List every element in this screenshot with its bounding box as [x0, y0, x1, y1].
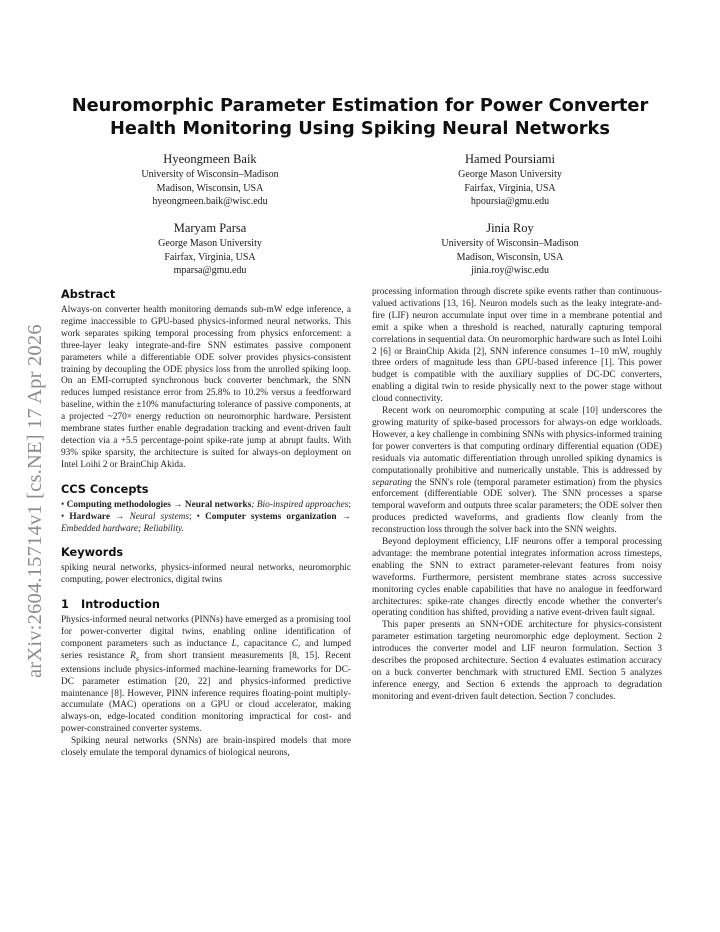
author-email: mparsa@gmu.edu	[173, 265, 247, 277]
abstract-text: Always-on converter health monitoring demands sub-mW edge inference, a regime inaccessible to GPU-based physics-informed neural networks. This work separates spiking temporal processing from physics enforcement: a three-layer leaky integrate-and-fire SNN estimates passive component parameters while a differentiable ODE solver provides physics-consistent training by decoupling the ODE physics loss from the unrolled spiking loop. On an EMI-corrupted synchronous buck converter benchmark, the SNN reduces lumped resistance error from 25.8% to 10.2% versus a feedforward baseline, within the ±10% manufacturing tolerance of passive components, at a projected ~270× energy reduction on neuromorphic hardware. Persistent membrane states further enable degradation tracking and event-driven fault detection via a +5.5 percentage-point spike-rate jump at abrupt faults. With 93% spike sparsity, the architecture is suited for always-on deployment on Intel Loihi 2 or BrainChip Akida.	[61, 305, 351, 470]
ccs-heading: CCS Concepts	[61, 482, 149, 496]
author-block	[60, 151, 360, 209]
author-affiliation: George Mason University	[458, 169, 562, 180]
author-name: Hamed Poursiami	[465, 152, 555, 166]
arxiv-id-text: arXiv:2604.15714v1 [cs.NE] 17 Apr 2026	[24, 324, 46, 678]
author-affiliation: University of Wisconsin–Madison	[441, 238, 579, 249]
author-block	[360, 151, 660, 209]
author-location: Fairfax, Virginia, USA	[464, 182, 556, 194]
author-name: Jinia Roy	[486, 221, 534, 235]
author-email: hyeongmeen.baik@wisc.edu	[152, 196, 268, 208]
left-column	[61, 287, 351, 760]
ccs-concepts: • Computing methodologies → Neural networks; Bio-inspired approaches; • Hardware → Neural systems; • Computer systems organization → Embedded hardware; Reliability.	[61, 499, 351, 534]
author-name: Maryam Parsa	[173, 221, 247, 235]
intro-paragraph-3: Recent work on neuromorphic computing at scale [10] underscores the growing maturity of spike-based processors for always-on edge workloads. However, a key challenge in combining SNNs with physics-informed training for power converters is that computing ordinary differential equation (ODE) residuals via automatic differentiation through unrolled spiking dynamics is computationally prohibitive and numerically unstable. This is addressed by separating the SNN's role (temporal parameter estimation) from the physics enforcement (differentiable ODE solver). The SNN processes a sparse temporal waveform and outputs three scalar parameters; the ODE solver then produces predicted waveforms, and gradients flow cleanly from the reconstruction loss through the solver back into the SNN weights.	[372, 406, 662, 536]
author-email: hpoursia@gmu.edu	[470, 196, 550, 208]
intro-paragraph-2: Spiking neural networks (SNNs) are brain-inspired models that more closely emulate the temporal dynamics of biological neurons,	[61, 736, 351, 759]
keywords-text: spiking neural networks, physics-informed neural networks, neuromorphic computing, power electronics, digital twins	[61, 563, 351, 586]
intro-paragraph-4: Beyond deployment efficiency, LIF neurons offer a temporal processing advantage: the membrane potential integrates information across timesteps, enabling the SNN to extract parameter-relevant features from noisy waveforms. Furthermore, persistent membrane states across successive monitoring cycles enable capabilities that have no analogue in feedforward architectures: spike-rate changes directly encode whether the converter's operating condition has shifted, providing a native event-driven fault signal.	[372, 537, 662, 619]
intro-paragraph-5: This paper presents an SNN+ODE architecture for physics-consistent parameter estimation targeting neuromorphic edge deployment. Section 2 introduces the converter model and LIF neuron formulation. Section 3 describes the proposed architecture. Section 4 evaluates estimation accuracy on a buck converter benchmark with structured EMI. Section 5 analyzes inference energy, and Section 6 extends the approach to degradation monitoring and event-driven fault detection. Section 7 concludes.	[372, 620, 662, 702]
intro-paragraph-1: Physics-informed neural networks (PINNs) have emerged as a promising tool for power-converter digital twins, enabling online identification of component parameters such as inductance L, capacitance C, and lumped series resistance $R_s$ from short transient measurements [8, 15]. Recent extensions include physics-informed machine-learning frameworks for DC-DC parameter estimation [20, 22] and physics-informed predictive maintenance [8]. However, PINN inference requires floating-point multiply-accumulate (MAC) operations on a GPU or cloud accelerator, making always-on, edge-located condition monitoring impractical for cost- and power-constrained converter systems.	[61, 615, 351, 735]
author-location: Fairfax, Virginia, USA	[164, 251, 256, 263]
author-name: Hyeongmeen Baik	[163, 152, 257, 166]
author-email: jinia.roy@wisc.edu	[470, 265, 550, 277]
keywords-heading: Keywords	[61, 546, 124, 560]
section-number: 1	[61, 598, 69, 612]
abstract-heading: Abstract	[61, 288, 116, 301]
author-location: Madison, Wisconsin, USA	[156, 182, 264, 194]
author-location: Madison, Wisconsin, USA	[456, 251, 564, 263]
intro-paragraph-2-continued: processing information through discrete spike events rather than continuous-valued activations [13, 16]. Neuron models such as the leaky integrate-and-fire (LIF) neuron accumulate input over time in a membrane potential and emit a spike when a threshold is reached, naturally capturing temporal correlations in sequential data. On neuromorphic hardware such as Intel Loihi 2 [6] or BrainChip Akida [2], SNN inference consumes 1–10 mW, roughly three orders of magnitude less than GPU-based inference [1]. This power budget is compatible with the auxiliary supplies of DC-DC converters, enabling a digital twin to reside physically next to the power stage without cloud connectivity.	[372, 287, 662, 405]
right-column	[372, 287, 662, 704]
author-affiliation: George Mason University	[158, 238, 262, 249]
author-affiliation: University of Wisconsin–Madison	[141, 169, 279, 180]
section-title: Introduction	[81, 598, 160, 612]
paper-title: Neuromorphic Parameter Estimation for Power Converter Health Monitoring Using Spiking Neural Networks	[71, 95, 649, 139]
author-block	[60, 220, 360, 278]
author-block	[360, 220, 660, 278]
introduction-heading	[61, 597, 351, 612]
arxiv-identifier-stamp	[14, 258, 52, 678]
